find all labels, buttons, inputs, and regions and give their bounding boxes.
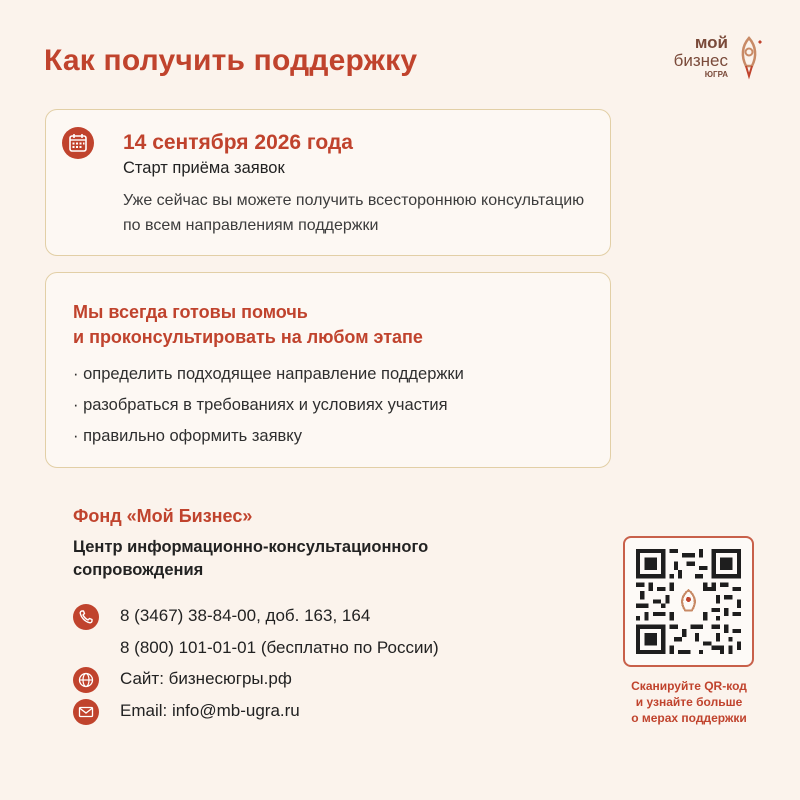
list-item: · разобраться в требованиях и условиях участия bbox=[73, 390, 464, 421]
brand-logo bbox=[654, 34, 764, 86]
fund-name: Фонд «Мой Бизнес» bbox=[73, 506, 253, 526]
help-heading-line2: и проконсультировать на любом этапе bbox=[73, 327, 423, 347]
qr-caption-line2: и узнайте больше bbox=[635, 695, 743, 709]
list-item: · определить подходящее направление поддержки bbox=[73, 359, 464, 390]
phone-icon bbox=[73, 604, 99, 630]
logo-text bbox=[674, 34, 728, 79]
page-title: Как получить поддержку bbox=[44, 44, 418, 77]
phone-number-1[interactable]: 8 (3467) 38-84-00, доб. 163, 164 bbox=[120, 606, 371, 625]
mail-icon bbox=[73, 699, 99, 725]
start-date-card bbox=[45, 109, 611, 256]
start-date: 14 сентября 2026 года bbox=[123, 131, 353, 154]
qr-caption-line3: о мерах поддержки bbox=[631, 711, 747, 725]
list-item: · правильно оформить заявку bbox=[73, 421, 464, 452]
help-heading bbox=[73, 300, 423, 350]
email-link[interactable]: Email: info@mb-ugra.ru bbox=[120, 701, 300, 720]
help-card bbox=[45, 272, 611, 468]
help-heading-line1: Мы всегда готовы помочь bbox=[73, 302, 308, 322]
start-description: Уже сейчас вы можете получить всестороннюю консультацию по всем направлениям поддержки bbox=[123, 192, 585, 234]
qr-caption-line1: Сканируйте QR-код bbox=[631, 679, 747, 693]
qr-code[interactable] bbox=[623, 536, 754, 667]
fund-center: Центр информационно-консультационного сопровождения bbox=[73, 538, 429, 579]
site-link[interactable]: Сайт: бизнесюгры.рф bbox=[120, 669, 292, 688]
globe-icon bbox=[73, 667, 99, 693]
help-list bbox=[73, 359, 464, 452]
phone-number-2[interactable]: 8 (800) 101-01-01 (бесплатно по России) bbox=[120, 638, 439, 657]
logo-line3: ЮГРА bbox=[704, 70, 728, 79]
start-subtitle: Старт приёма заявок bbox=[123, 159, 285, 177]
rocket-icon bbox=[734, 34, 764, 82]
qr-caption bbox=[604, 678, 774, 726]
logo-line2: бизнес bbox=[673, 51, 728, 70]
logo-line1: мой bbox=[694, 33, 728, 52]
calendar-icon bbox=[62, 127, 94, 159]
